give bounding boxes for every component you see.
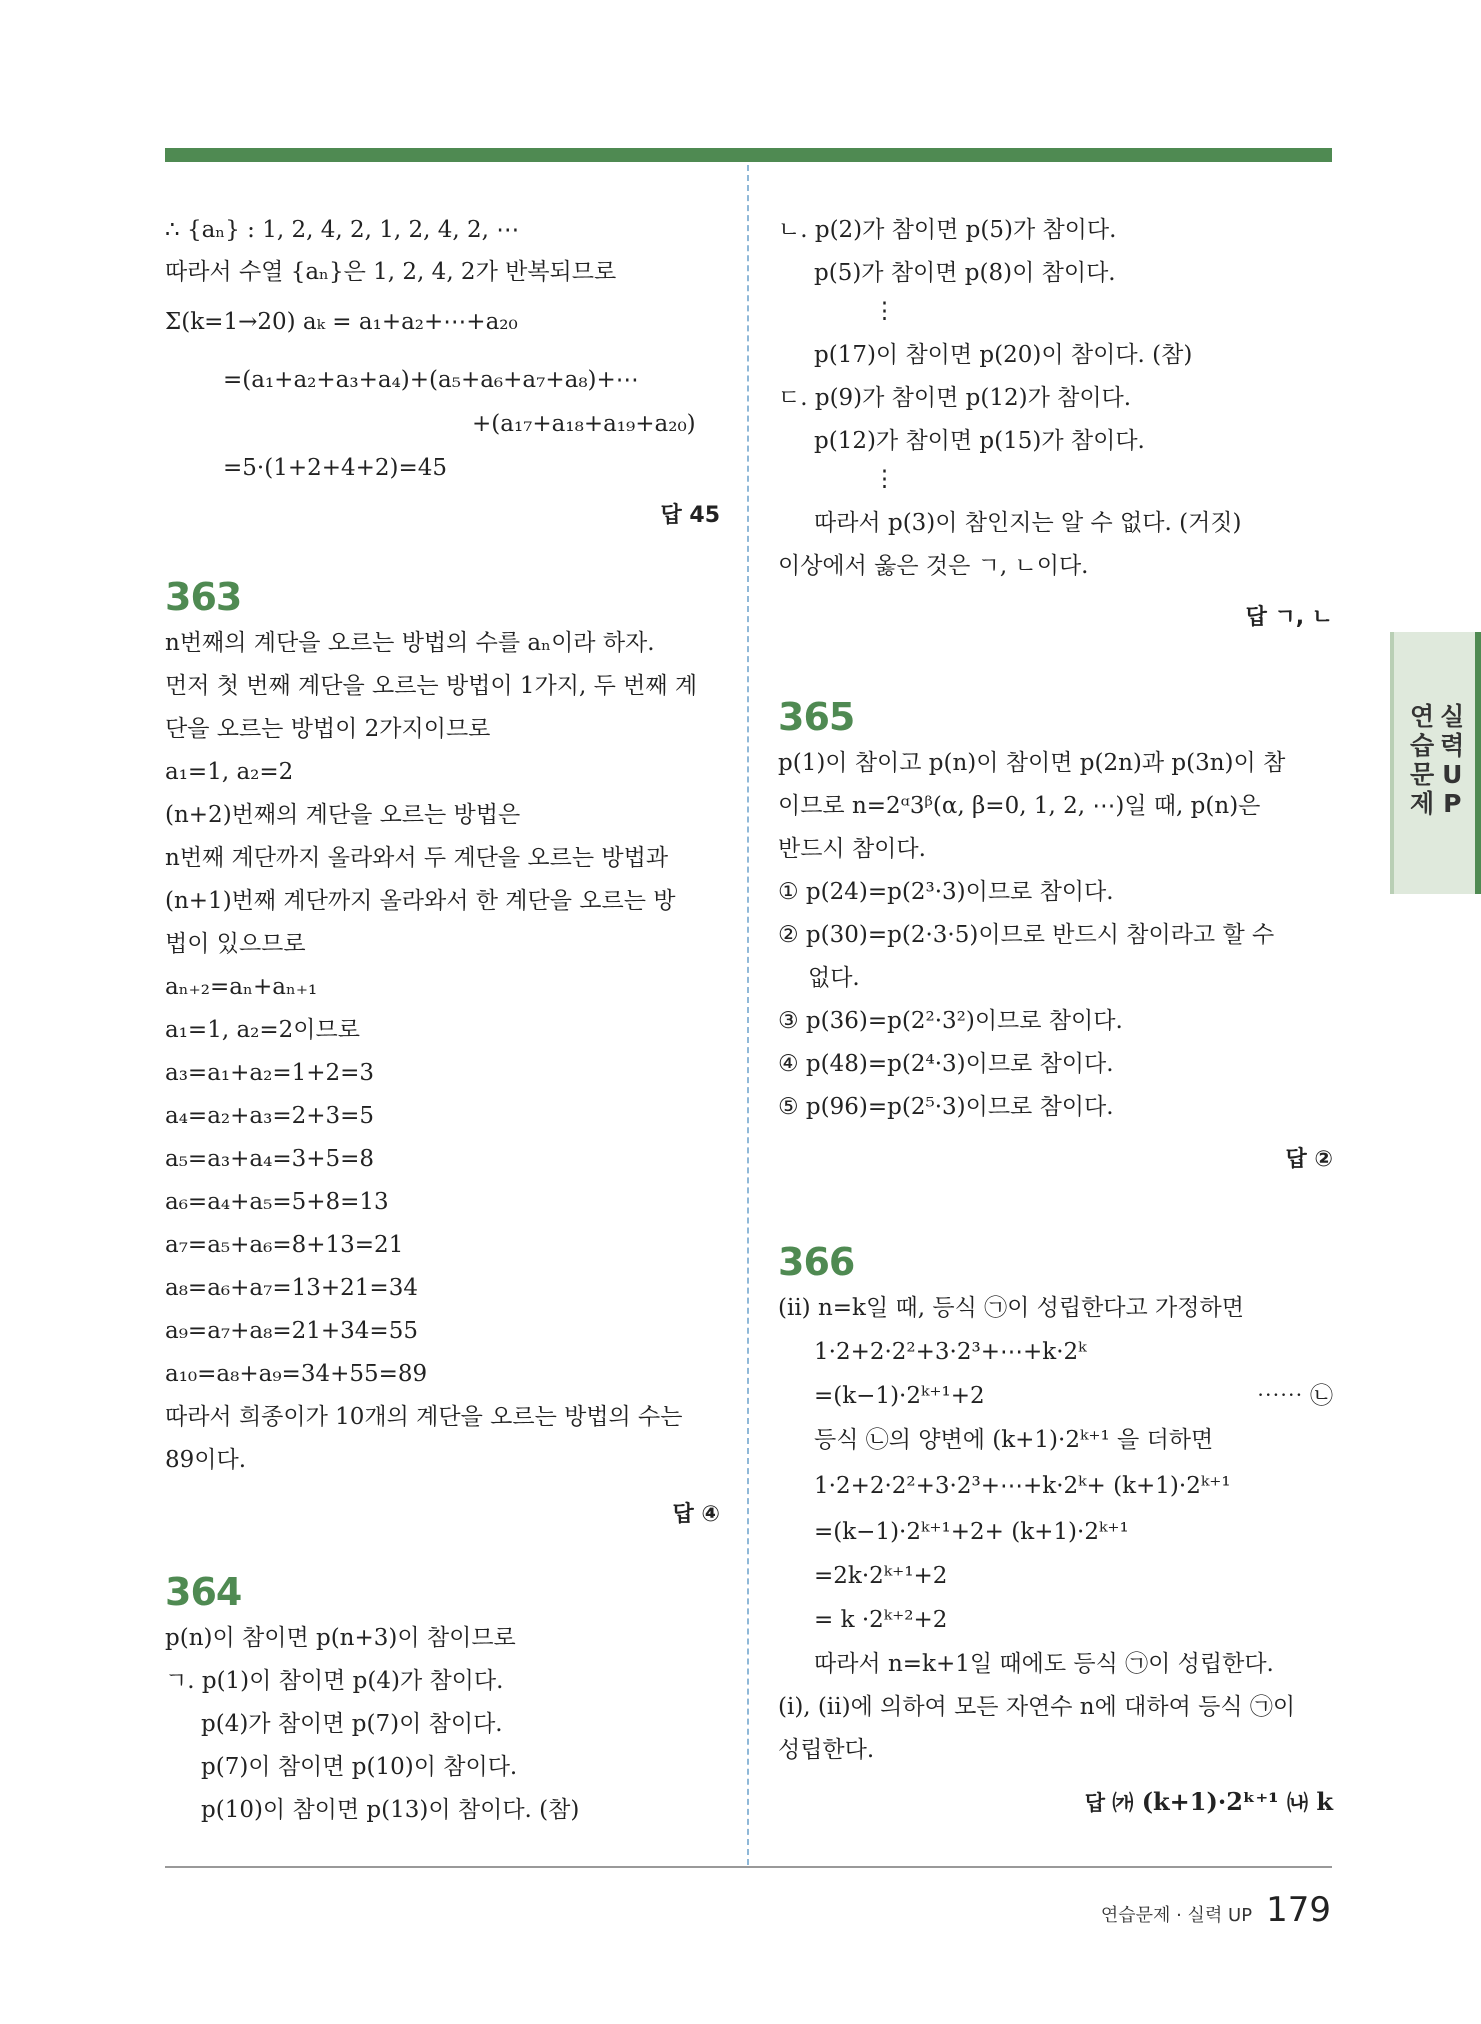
equation-tag: ⋯⋯ ㉡ [1256,1383,1333,1409]
answer-value: (k+1)·2ᵏ⁺¹ [1141,1787,1279,1816]
side-tab-char: 력 [1440,731,1465,760]
answer-label: 답 ㈎ [1084,1791,1134,1815]
side-tab-char: 제 [1410,789,1435,818]
text-line: a₁₀=a₈+a₉=34+55=89 [165,1361,428,1387]
top-accent-bar [165,148,1332,162]
text-line: 단을 오르는 방법이 2가지이므로 [165,716,491,742]
text-line: a₇=a₅+a₆=8+13=21 [165,1232,404,1258]
side-tab-char: 습 [1410,731,1435,760]
text-line: 등식 ㉡의 양변에 (k+1)·2ᵏ⁺¹ 을 더하면 [814,1427,1214,1453]
text-line: = k ·2ᵏ⁺²+2 [814,1607,948,1633]
text-line: n번째의 계단을 오르는 방법의 수를 aₙ이라 하자. [165,630,655,656]
text-line: 먼저 첫 번째 계단을 오르는 방법이 1가지, 두 번째 계 [165,673,698,699]
text-line: a₈=a₆+a₇=13+21=34 [165,1275,418,1301]
text-line: ⑤ p(96)=p(2⁵·3)이므로 참이다. [778,1094,1114,1120]
text-line: p(10)이 참이면 p(13)이 참이다. (참) [201,1797,580,1823]
side-tab-char: P [1443,789,1462,818]
answer-value: k [1316,1787,1333,1816]
answer-label: 답 ㄱ, ㄴ [1245,605,1333,630]
problem-number-365: 365 [778,695,855,739]
text-line: a₉=a₇+a₈=21+34=55 [165,1318,418,1344]
text-line: =2k·2ᵏ⁺¹+2 [814,1563,948,1589]
problem-number-366: 366 [778,1240,855,1284]
text-line: a₁=1, a₂=2 [165,759,294,785]
text-line: 성립한다. [778,1737,875,1763]
column-divider [747,165,749,1865]
text-line: 89이다. [165,1447,247,1473]
text-line: a₁=1, a₂=2이므로 [165,1017,360,1043]
text-line: ㄷ. p(9)가 참이면 p(12)가 참이다. [778,385,1132,411]
text-line: p(1)이 참이고 p(n)이 참이면 p(2n)과 p(3n)이 참 [778,750,1286,776]
text-line: =(k−1)·2ᵏ⁺¹+2 [814,1383,985,1409]
text-line: 따라서 수열 {aₙ}은 1, 2, 4, 2가 반복되므로 [165,259,617,285]
side-tab-column [1410,702,1434,818]
text-line: a₆=a₄+a₅=5+8=13 [165,1189,389,1215]
text-line: ㄱ. p(1)이 참이면 p(4)가 참이다. [165,1668,504,1694]
text-line: p(12)가 참이면 p(15)가 참이다. [814,428,1145,454]
text-line: p(5)가 참이면 p(8)이 참이다. [814,260,1116,286]
text-line: 따라서 n=k+1일 때에도 등식 ㉠이 성립한다. [814,1651,1274,1677]
text-line: p(17)이 참이면 p(20)이 참이다. (참) [814,342,1193,368]
text-line: =(k−1)·2ᵏ⁺¹+2+ (k+1)·2ᵏ⁺¹ [814,1519,1129,1545]
text-line: ∴ {aₙ} : 1, 2, 4, 2, 1, 2, 4, 2, ⋯ [165,217,520,243]
text-line: 법이 있으므로 [165,931,306,957]
answer-label: 답 ② [1285,1147,1333,1172]
page-footer [1101,1890,1331,1930]
side-tab-char: 연 [1410,702,1435,731]
text-line: a₃=a₁+a₂=1+2=3 [165,1060,375,1086]
page-number: 179 [1266,1890,1331,1930]
text-line: ③ p(36)=p(2²·3²)이므로 참이다. [778,1008,1123,1034]
problem-number-363: 363 [165,575,242,619]
text-line: 1·2+2·2²+3·2³+⋯+k·2ᵏ [814,1339,1087,1365]
text-line: 이므로 n=2ᵅ3ᵝ(α, β=0, 1, 2, ⋯)일 때, p(n)은 [778,793,1261,819]
text-line: n번째 계단까지 올라와서 두 계단을 오르는 방법과 [165,845,669,871]
text-line: +(a₁₇+a₁₈+a₁₉+a₂₀) [472,411,696,437]
text-line: 따라서 p(3)이 참인지는 알 수 없다. (거짓) [814,510,1242,536]
text-line: 없다. [808,965,860,991]
answer-label: 답 ④ [672,1502,720,1527]
text-line: a₅=a₃+a₄=3+5=8 [165,1146,375,1172]
footer-title: 연습문제 · 실력 UP [1100,1905,1253,1926]
text-line: ② p(30)=p(2·3·5)이므로 반드시 참이라고 할 수 [778,922,1275,948]
text-line: ㄴ. p(2)가 참이면 p(5)가 참이다. [778,217,1117,243]
text-line: a₄=a₂+a₃=2+3=5 [165,1103,375,1129]
text-line: ① p(24)=p(2³·3)이므로 참이다. [778,879,1114,905]
side-tab-accent [1475,632,1481,894]
text-line: (i), (ii)에 의하여 모든 자연수 n에 대하여 등식 ㉠이 [778,1694,1296,1720]
vertical-ellipsis: ⋮ [873,298,896,324]
text-line: aₙ₊₂=aₙ+aₙ₊₁ [165,974,318,1000]
text-line: =(a₁+a₂+a₃+a₄)+(a₅+a₆+a₇+a₈)+⋯ [223,367,639,393]
chapter-side-tab [1390,632,1481,894]
text-line: (ii) n=k일 때, 등식 ㉠이 성립한다고 가정하면 [778,1295,1244,1321]
text-line: Σ(k=1→20) aₖ = a₁+a₂+⋯+a₂₀ [165,309,518,335]
problem-number-364: 364 [165,1570,242,1614]
text-line: p(4)가 참이면 p(7)이 참이다. [201,1711,503,1737]
side-tab-char: 문 [1410,760,1435,789]
text-line: 따라서 희종이가 10개의 계단을 오르는 방법의 수는 [165,1404,683,1430]
final-answer [1085,1787,1333,1817]
side-tab-char: 실 [1440,702,1465,731]
answer-label: ㈏ [1287,1791,1308,1815]
text-line: 이상에서 옳은 것은 ㄱ, ㄴ이다. [778,553,1089,579]
text-line: 반드시 참이다. [778,836,926,862]
side-tab-char: U [1442,760,1463,789]
side-tab-column [1440,702,1464,818]
text-line: 1·2+2·2²+3·2³+⋯+k·2ᵏ+ (k+1)·2ᵏ⁺¹ [814,1473,1231,1499]
text-line: ④ p(48)=p(2⁴·3)이므로 참이다. [778,1051,1114,1077]
bottom-rule [165,1866,1332,1868]
vertical-ellipsis: ⋮ [873,466,896,492]
text-line: (n+2)번째의 계단을 오르는 방법은 [165,802,521,828]
text-line: =5·(1+2+4+2)=45 [223,455,448,481]
side-tab-label [1410,702,1464,818]
text-line: p(n)이 참이면 p(n+3)이 참이므로 [165,1625,516,1651]
answer-label: 답 45 [660,503,720,528]
text-line: p(7)이 참이면 p(10)이 참이다. [201,1754,518,1780]
text-line: (n+1)번째 계단까지 올라와서 한 계단을 오르는 방 [165,888,676,914]
